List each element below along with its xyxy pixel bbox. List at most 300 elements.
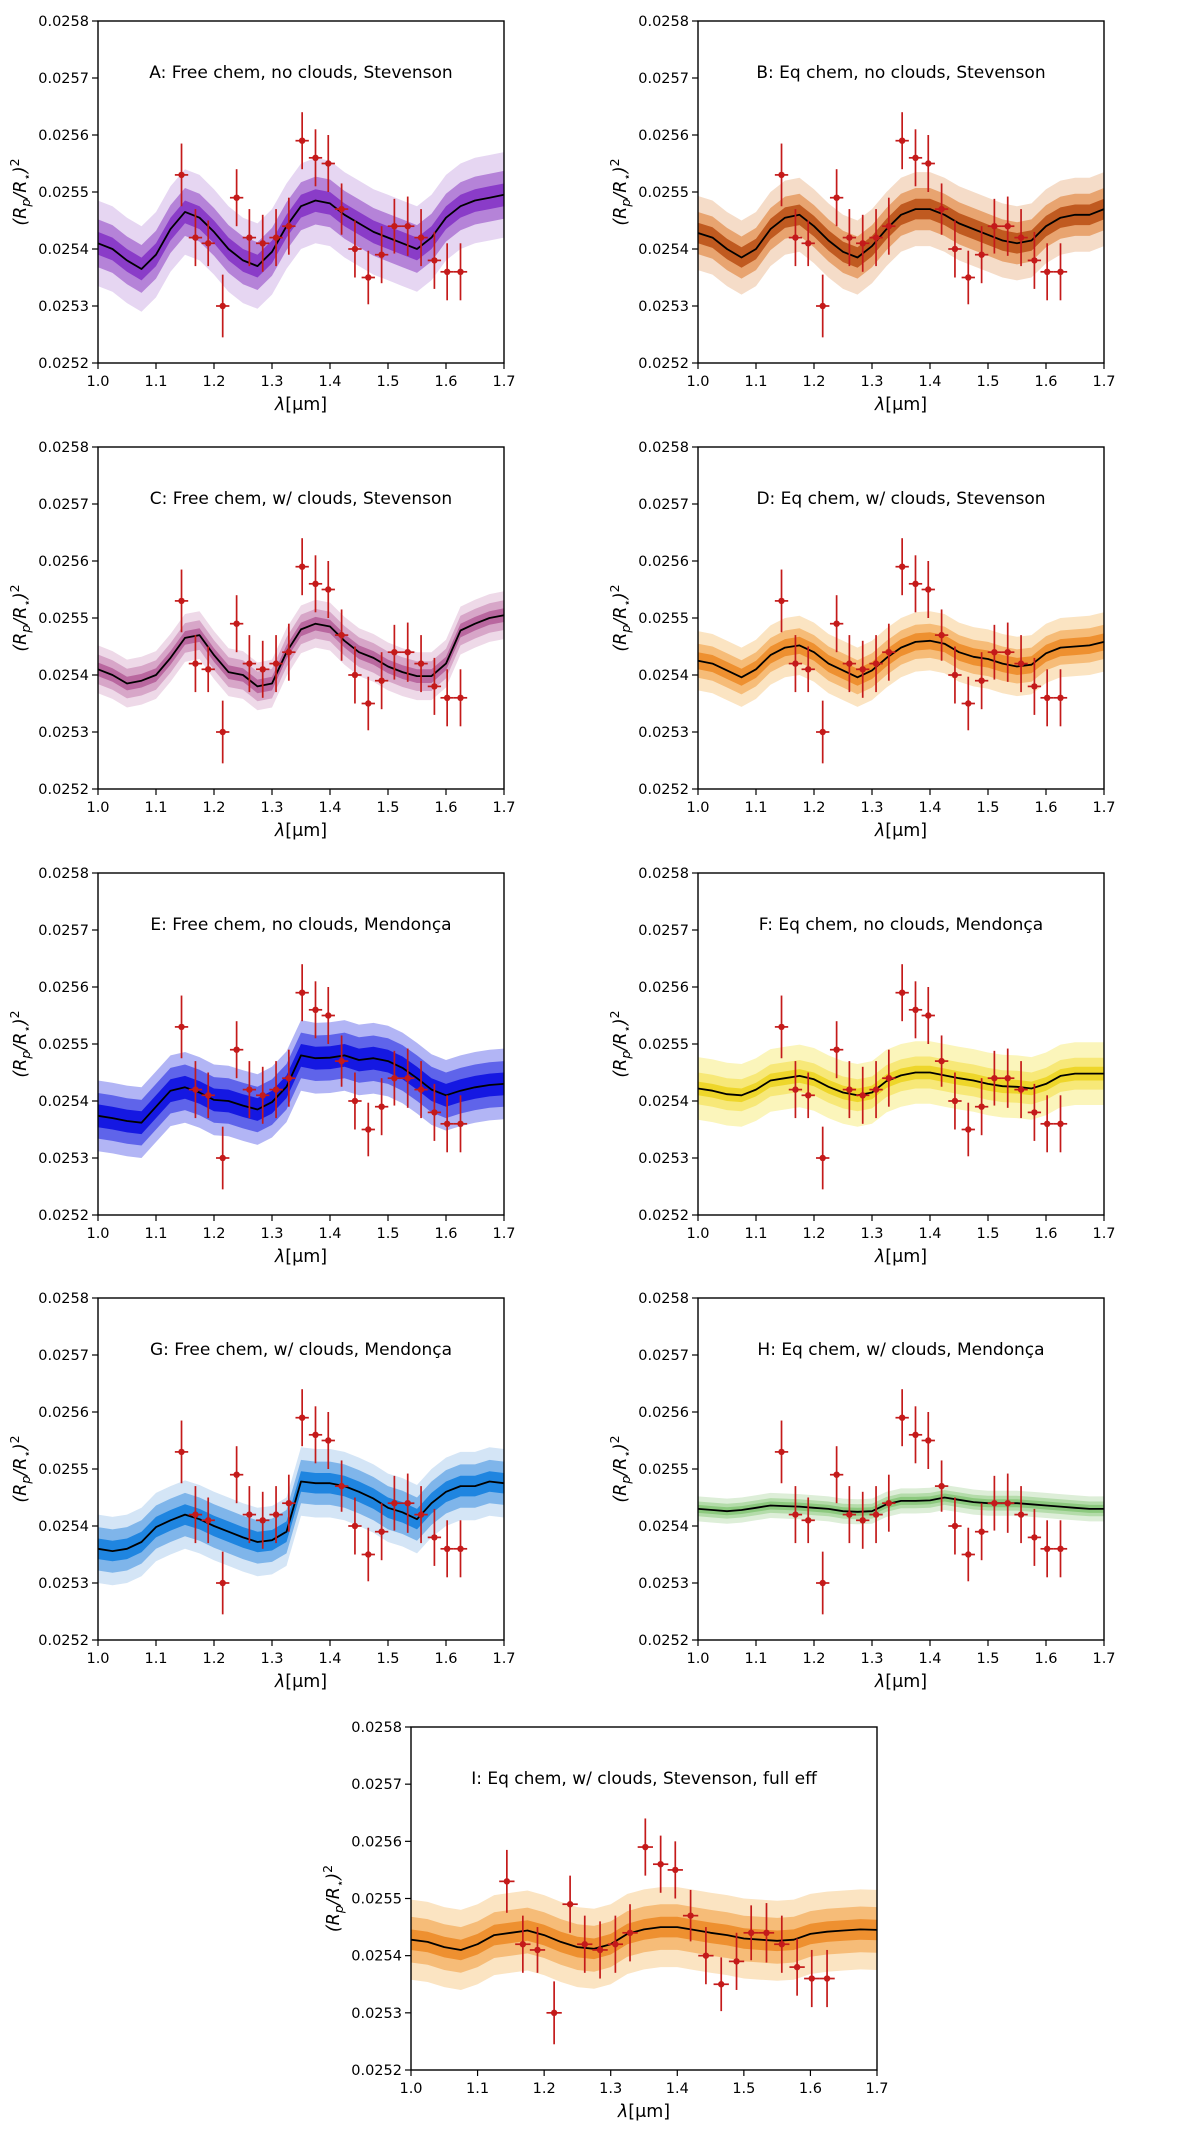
data-point-marker <box>912 1006 918 1012</box>
data-point-marker <box>391 1500 397 1506</box>
y-tick-label: 0.0253 <box>638 299 689 315</box>
figure-row-5 <box>0 1703 1200 2129</box>
x-tick-label: 1.0 <box>686 1225 710 1242</box>
figure-row-3 <box>0 852 1200 1278</box>
x-tick-label: 1.4 <box>318 374 342 390</box>
data-point-marker <box>418 1512 424 1518</box>
data-point-marker <box>1018 660 1024 666</box>
figure-row-1 <box>0 0 1200 426</box>
data-point-marker <box>1031 1109 1037 1115</box>
data-point-marker <box>312 155 318 161</box>
y-tick-label: 0.0257 <box>638 1348 689 1365</box>
data-point-marker <box>205 1517 211 1523</box>
data-point-marker <box>978 677 984 683</box>
panel-E <box>0 852 600 1278</box>
y-axis-label: $(R_p/R_⋆)^2$ <box>320 1865 347 1933</box>
data-point-marker <box>886 1075 892 1081</box>
x-tick-label: 1.5 <box>376 1651 400 1668</box>
data-point-marker <box>457 1546 463 1552</box>
x-tick-label: 1.1 <box>144 1225 168 1242</box>
data-point-marker <box>899 1415 905 1421</box>
data-point-marker <box>733 1958 739 1964</box>
data-point-marker <box>873 1512 879 1518</box>
data-point-marker <box>405 1075 411 1081</box>
chart-A <box>0 0 600 426</box>
data-point-marker <box>192 1086 198 1092</box>
data-point-marker <box>286 1075 292 1081</box>
x-tick-label: 1.3 <box>599 2081 623 2098</box>
data-point-marker <box>1044 694 1050 700</box>
data-point-marker <box>405 1500 411 1506</box>
y-tick-label: 0.0257 <box>38 922 89 939</box>
data-point-marker <box>886 649 892 655</box>
x-tick-label: 1.4 <box>918 799 942 816</box>
data-point-marker <box>338 206 344 212</box>
x-tick-label: 1.1 <box>744 1225 768 1242</box>
chart-H <box>600 1277 1200 1703</box>
x-axis-label: λ[μm] <box>274 1672 328 1693</box>
panel-title: H: Eq chem, w/ clouds, Mendonça <box>757 1340 1045 1361</box>
data-point-marker <box>1018 1086 1024 1092</box>
y-tick-label: 0.0256 <box>351 1834 402 1851</box>
data-point-marker <box>444 1120 450 1126</box>
data-point-marker <box>657 1861 663 1867</box>
data-point-marker <box>233 1046 239 1052</box>
x-tick-label: 1.5 <box>732 2081 756 2098</box>
x-tick-label: 1.2 <box>202 799 226 816</box>
y-tick-label: 0.0254 <box>638 1093 689 1110</box>
data-point-marker <box>418 234 424 240</box>
x-tick-label: 1.5 <box>976 374 1000 390</box>
y-tick-label: 0.0257 <box>638 71 689 87</box>
data-point-marker <box>846 660 852 666</box>
y-tick-label: 0.0253 <box>38 724 89 741</box>
data-point-marker <box>1044 269 1050 275</box>
panel-I <box>300 1703 900 2129</box>
data-point-marker <box>938 1057 944 1063</box>
y-tick-label: 0.0254 <box>38 667 89 684</box>
data-point-marker <box>567 1901 573 1907</box>
y-tick-label: 0.0255 <box>38 610 89 627</box>
panel-title: E: Free chem, no clouds, Mendonça <box>150 914 452 935</box>
data-point-marker <box>457 694 463 700</box>
x-tick-label: 1.0 <box>86 799 110 816</box>
data-point-marker <box>299 989 305 995</box>
data-point-marker <box>312 580 318 586</box>
data-point-marker <box>978 1529 984 1535</box>
data-point-marker <box>952 246 958 252</box>
data-point-marker <box>192 660 198 666</box>
y-tick-label: 0.0253 <box>38 299 89 315</box>
y-tick-label: 0.0255 <box>638 1036 689 1053</box>
figure-row-4 <box>0 1277 1200 1703</box>
x-tick-label: 1.6 <box>1034 374 1058 390</box>
x-axis-label: λ[μm] <box>274 395 328 415</box>
data-point-marker <box>597 1947 603 1953</box>
data-point-marker <box>912 1432 918 1438</box>
data-point-marker <box>273 1512 279 1518</box>
y-tick-label: 0.0252 <box>38 781 89 798</box>
data-point-marker <box>991 649 997 655</box>
y-tick-label: 0.0254 <box>351 1948 402 1965</box>
panel-D <box>600 426 1200 852</box>
data-point-marker <box>273 234 279 240</box>
y-tick-label: 0.0255 <box>638 185 689 201</box>
data-point-marker <box>718 1981 724 1987</box>
data-point-marker <box>1057 1546 1063 1552</box>
data-point-marker <box>338 632 344 638</box>
x-axis-label: λ[μm] <box>274 820 328 841</box>
x-tick-label: 1.7 <box>492 374 516 390</box>
data-point-marker <box>352 1097 358 1103</box>
data-point-marker <box>338 1483 344 1489</box>
y-axis-label: $(R_p/R_⋆)^2$ <box>607 584 634 652</box>
data-point-marker <box>925 1012 931 1018</box>
data-point-marker <box>873 234 879 240</box>
y-tick-label: 0.0258 <box>638 14 689 30</box>
data-point-marker <box>672 1867 678 1873</box>
data-point-marker <box>378 1529 384 1535</box>
data-point-marker <box>703 1953 709 1959</box>
y-tick-label: 0.0256 <box>38 553 89 570</box>
y-tick-label: 0.0256 <box>38 979 89 996</box>
data-point-marker <box>833 1472 839 1478</box>
x-tick-label: 1.1 <box>744 1651 768 1668</box>
data-point-marker <box>952 672 958 678</box>
chart-D <box>600 426 1200 852</box>
data-point-marker <box>846 1086 852 1092</box>
data-point-marker <box>220 303 226 309</box>
y-tick-label: 0.0257 <box>351 1777 402 1794</box>
chart-B <box>600 0 1200 426</box>
y-tick-label: 0.0253 <box>638 1576 689 1593</box>
x-tick-label: 1.4 <box>318 1225 342 1242</box>
data-point-marker <box>260 240 266 246</box>
data-point-marker <box>246 234 252 240</box>
data-point-marker <box>431 1109 437 1115</box>
panel-title: A: Free chem, no clouds, Stevenson <box>149 63 453 83</box>
x-tick-label: 1.2 <box>802 1651 826 1668</box>
data-point-marker <box>833 195 839 201</box>
y-tick-label: 0.0258 <box>38 14 89 30</box>
y-axis-label: $(R_p/R_⋆)^2$ <box>607 1009 634 1078</box>
x-tick-label: 1.3 <box>260 1225 284 1242</box>
data-point-marker <box>820 1580 826 1586</box>
data-point-marker <box>178 1023 184 1029</box>
y-tick-label: 0.0252 <box>38 1633 89 1650</box>
data-point-marker <box>338 1057 344 1063</box>
data-point-marker <box>778 597 784 603</box>
chart-F <box>600 852 1200 1278</box>
y-tick-label: 0.0253 <box>38 1576 89 1593</box>
x-tick-label: 1.1 <box>144 799 168 816</box>
data-point-marker <box>534 1947 540 1953</box>
data-point-marker <box>938 632 944 638</box>
x-axis-label: λ[μm] <box>617 2102 671 2123</box>
y-tick-label: 0.0253 <box>38 1150 89 1167</box>
data-point-marker <box>1044 1120 1050 1126</box>
chart-E <box>0 852 600 1278</box>
y-tick-label: 0.0252 <box>351 2063 402 2080</box>
panel-title: I: Eq chem, w/ clouds, Stevenson, full eff <box>471 1769 817 1790</box>
x-tick-label: 1.7 <box>492 1651 516 1668</box>
x-tick-label: 1.0 <box>86 1225 110 1242</box>
y-tick-label: 0.0255 <box>38 1036 89 1053</box>
x-tick-label: 1.5 <box>376 1225 400 1242</box>
x-tick-label: 1.7 <box>865 2081 889 2098</box>
data-point-marker <box>627 1930 633 1936</box>
data-point-marker <box>418 660 424 666</box>
y-tick-label: 0.0256 <box>38 128 89 144</box>
chart-I <box>300 1703 900 2129</box>
x-tick-label: 1.7 <box>1092 374 1116 390</box>
panel-G <box>0 1277 600 1703</box>
data-point-marker <box>391 1075 397 1081</box>
data-point-marker <box>824 1976 830 1982</box>
data-point-marker <box>1044 1546 1050 1552</box>
x-tick-label: 1.2 <box>202 1225 226 1242</box>
x-tick-label: 1.6 <box>434 799 458 816</box>
data-point-marker <box>965 1552 971 1558</box>
data-point-marker <box>178 597 184 603</box>
data-point-marker <box>938 206 944 212</box>
x-tick-label: 1.0 <box>686 1651 710 1668</box>
y-tick-label: 0.0254 <box>638 1519 689 1536</box>
data-point-marker <box>260 1517 266 1523</box>
data-point-marker <box>991 1500 997 1506</box>
data-point-marker <box>457 269 463 275</box>
data-point-marker <box>860 666 866 672</box>
x-tick-label: 1.4 <box>918 1225 942 1242</box>
panel-C <box>0 426 600 852</box>
y-tick-label: 0.0256 <box>638 553 689 570</box>
x-tick-label: 1.3 <box>260 1651 284 1668</box>
panel-title: C: Free chem, w/ clouds, Stevenson <box>149 488 453 509</box>
data-point-marker <box>860 240 866 246</box>
x-axis-label: λ[μm] <box>874 395 928 415</box>
data-point-marker <box>286 649 292 655</box>
data-point-marker <box>792 234 798 240</box>
figure-row-2 <box>0 426 1200 852</box>
x-tick-label: 1.1 <box>744 374 768 390</box>
y-tick-label: 0.0255 <box>38 1462 89 1479</box>
data-point-marker <box>378 677 384 683</box>
data-point-marker <box>192 234 198 240</box>
chart-C <box>0 426 600 852</box>
data-point-marker <box>260 1092 266 1098</box>
data-point-marker <box>1005 1500 1011 1506</box>
x-tick-label: 1.6 <box>1034 1651 1058 1668</box>
y-tick-label: 0.0256 <box>638 979 689 996</box>
y-tick-label: 0.0253 <box>638 1150 689 1167</box>
y-tick-label: 0.0253 <box>638 724 689 741</box>
y-tick-label: 0.0258 <box>638 865 689 882</box>
data-point-marker <box>378 1103 384 1109</box>
x-tick-label: 1.3 <box>860 799 884 816</box>
x-tick-label: 1.0 <box>399 2081 423 2098</box>
x-tick-label: 1.5 <box>376 374 400 390</box>
data-point-marker <box>286 223 292 229</box>
data-point-marker <box>779 1941 785 1947</box>
data-point-marker <box>778 1449 784 1455</box>
data-point-marker <box>1005 223 1011 229</box>
x-tick-label: 1.6 <box>1034 799 1058 816</box>
data-point-marker <box>805 1517 811 1523</box>
y-tick-label: 0.0257 <box>38 1348 89 1365</box>
x-axis-label: λ[μm] <box>874 820 928 841</box>
data-point-marker <box>246 1512 252 1518</box>
data-point-marker <box>457 1120 463 1126</box>
data-point-marker <box>1018 234 1024 240</box>
data-point-marker <box>299 1415 305 1421</box>
x-axis-label: λ[μm] <box>874 1672 928 1693</box>
data-point-marker <box>965 1126 971 1132</box>
y-axis-label: $(R_p/R_⋆)^2$ <box>607 158 634 226</box>
data-point-marker <box>504 1878 510 1884</box>
data-point-marker <box>938 1483 944 1489</box>
y-tick-label: 0.0258 <box>38 1291 89 1308</box>
data-point-marker <box>912 580 918 586</box>
y-axis-label: $(R_p/R_⋆)^2$ <box>7 1009 34 1078</box>
data-point-marker <box>1057 269 1063 275</box>
data-point-marker <box>312 1006 318 1012</box>
data-point-marker <box>792 660 798 666</box>
data-point-marker <box>365 700 371 706</box>
data-point-marker <box>352 672 358 678</box>
data-point-marker <box>820 1154 826 1160</box>
y-tick-label: 0.0254 <box>638 667 689 684</box>
x-tick-label: 1.4 <box>318 1651 342 1668</box>
x-tick-label: 1.6 <box>798 2081 822 2098</box>
x-tick-label: 1.1 <box>744 799 768 816</box>
y-axis-label: $(R_p/R_⋆)^2$ <box>7 1435 34 1504</box>
y-tick-label: 0.0254 <box>38 242 89 258</box>
data-point-marker <box>912 155 918 161</box>
data-point-marker <box>378 252 384 258</box>
data-point-marker <box>978 252 984 258</box>
data-point-marker <box>299 138 305 144</box>
y-tick-label: 0.0254 <box>38 1093 89 1110</box>
data-point-marker <box>899 989 905 995</box>
data-point-marker <box>391 649 397 655</box>
data-point-marker <box>431 1535 437 1541</box>
data-point-marker <box>365 274 371 280</box>
data-point-marker <box>860 1517 866 1523</box>
data-point-marker <box>418 1086 424 1092</box>
x-tick-label: 1.5 <box>376 799 400 816</box>
x-tick-label: 1.0 <box>686 799 710 816</box>
x-tick-label: 1.2 <box>202 374 226 390</box>
data-point-marker <box>1031 257 1037 263</box>
y-tick-label: 0.0252 <box>38 356 89 372</box>
x-axis-label: λ[μm] <box>274 1246 328 1267</box>
data-point-marker <box>551 2010 557 2016</box>
data-point-marker <box>178 1449 184 1455</box>
data-point-marker <box>431 683 437 689</box>
panel-A <box>0 0 600 426</box>
data-point-marker <box>809 1976 815 1982</box>
x-tick-label: 1.1 <box>144 374 168 390</box>
x-tick-label: 1.2 <box>202 1651 226 1668</box>
y-axis-label: $(R_p/R_⋆)^2$ <box>607 1435 634 1504</box>
y-tick-label: 0.0258 <box>638 439 689 456</box>
data-point-marker <box>220 729 226 735</box>
x-tick-label: 1.7 <box>1092 1225 1116 1242</box>
data-point-marker <box>246 1086 252 1092</box>
data-point-marker <box>1031 1535 1037 1541</box>
x-tick-label: 1.7 <box>492 799 516 816</box>
x-tick-label: 1.6 <box>434 1225 458 1242</box>
x-tick-label: 1.4 <box>318 799 342 816</box>
x-tick-label: 1.6 <box>434 1651 458 1668</box>
x-tick-label: 1.5 <box>976 799 1000 816</box>
data-point-marker <box>1031 683 1037 689</box>
data-point-marker <box>991 223 997 229</box>
data-point-marker <box>205 1092 211 1098</box>
data-point-marker <box>886 1500 892 1506</box>
x-tick-label: 1.4 <box>665 2081 689 2098</box>
data-point-marker <box>299 563 305 569</box>
x-tick-label: 1.3 <box>860 374 884 390</box>
data-point-marker <box>778 172 784 178</box>
x-tick-label: 1.3 <box>260 374 284 390</box>
data-point-marker <box>820 303 826 309</box>
data-point-marker <box>312 1432 318 1438</box>
data-point-marker <box>205 240 211 246</box>
y-tick-label: 0.0252 <box>638 1633 689 1650</box>
y-tick-label: 0.0253 <box>351 2006 402 2023</box>
x-tick-label: 1.2 <box>532 2081 556 2098</box>
data-point-marker <box>794 1964 800 1970</box>
data-point-marker <box>178 172 184 178</box>
data-point-marker <box>325 1438 331 1444</box>
data-point-marker <box>582 1941 588 1947</box>
x-tick-label: 1.6 <box>1034 1225 1058 1242</box>
data-point-marker <box>246 660 252 666</box>
y-tick-label: 0.0252 <box>638 781 689 798</box>
y-tick-label: 0.0254 <box>638 242 689 258</box>
data-point-marker <box>325 586 331 592</box>
x-tick-label: 1.3 <box>860 1651 884 1668</box>
data-point-marker <box>1005 1075 1011 1081</box>
data-point-marker <box>846 1512 852 1518</box>
x-tick-label: 1.4 <box>918 1651 942 1668</box>
data-point-marker <box>220 1154 226 1160</box>
data-point-marker <box>792 1086 798 1092</box>
y-tick-label: 0.0255 <box>38 185 89 201</box>
data-point-marker <box>431 257 437 263</box>
y-tick-label: 0.0258 <box>351 1720 402 1737</box>
x-tick-label: 1.4 <box>918 374 942 390</box>
data-point-marker <box>286 1500 292 1506</box>
data-point-marker <box>952 1097 958 1103</box>
data-point-marker <box>365 1552 371 1558</box>
data-point-marker <box>873 1086 879 1092</box>
x-tick-label: 1.2 <box>802 374 826 390</box>
x-tick-label: 1.1 <box>144 1651 168 1668</box>
x-tick-label: 1.7 <box>492 1225 516 1242</box>
data-point-marker <box>991 1075 997 1081</box>
panel-F <box>600 852 1200 1278</box>
x-tick-label: 1.0 <box>686 374 710 390</box>
y-tick-label: 0.0252 <box>638 1207 689 1224</box>
data-point-marker <box>833 620 839 626</box>
data-point-marker <box>233 620 239 626</box>
data-point-marker <box>965 700 971 706</box>
data-point-marker <box>965 274 971 280</box>
y-tick-label: 0.0256 <box>638 128 689 144</box>
panel-title: G: Free chem, w/ clouds, Mendonça <box>149 1340 453 1361</box>
